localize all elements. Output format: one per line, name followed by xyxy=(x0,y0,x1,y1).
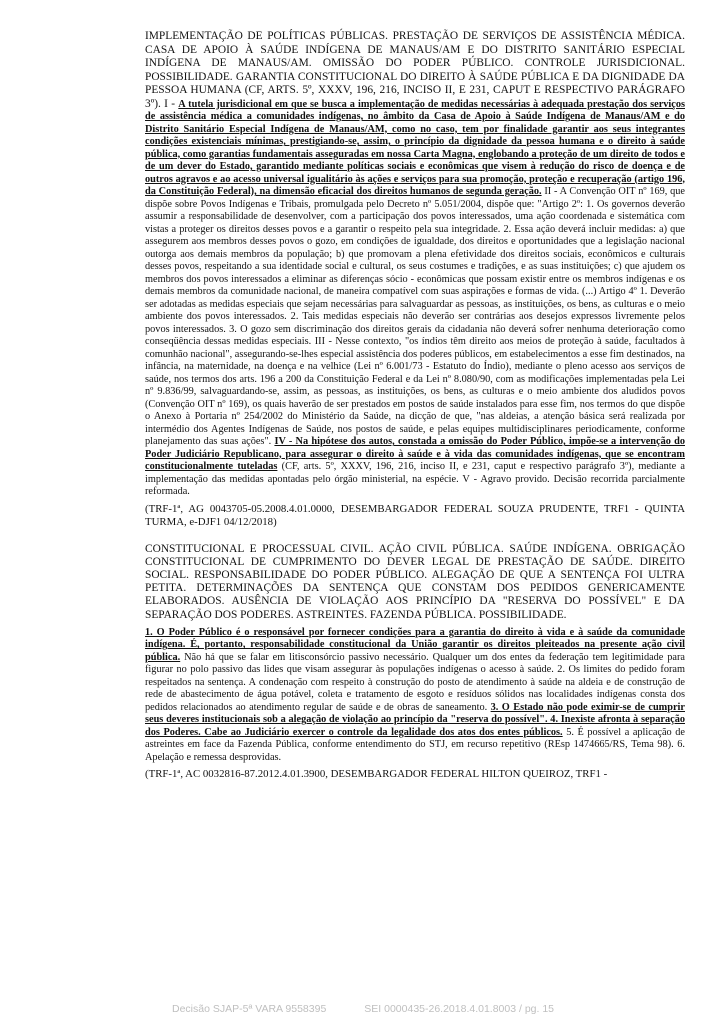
document-page xyxy=(145,30,685,781)
page-footer xyxy=(172,1003,554,1015)
precedent-2-body xyxy=(145,627,685,765)
precedent-1-body xyxy=(145,30,685,499)
precedent-1-headnote: IMPLEMENTAÇÃO DE POLÍTICAS PÚBLICAS. PRESTAÇÃO DE SERVIÇOS DE ASSISTÊNCIA MÉDICA. CASA DE APOIO À SAÚDE INDÍGENA DE MANAUS/AM E DO DISTRITO SANITÁRIO ESPECIAL INDÍGENA DE MANAUS/AM. OMISSÃO DO PODER PÚBLICO. CONTROLE JURISDICIONAL. POSSIBILIDADE. GARANTIA CONSTITUCIONAL DO DIREITO À SAÚDE PÚBLICA E DA DIGNIDADE DA PESSOA HUMANA (CF, ARTS. 5º, XXXV, 196, 216, INCISO II, E 231, CAPUT E RESPECTIVO PARÁGRAFO 3º). I - xyxy=(145,30,685,110)
precedent-1-citation: (TRF-1ª, AG 0043705-05.2008.4.01.0000, DESEMBARGADOR FEDERAL SOUZA PRUDENTE, TRF1 - QUINTA TURMA, e-DJF1 04/12/2018) xyxy=(145,502,685,528)
precedent-1-text-1: II - A Convenção OIT nº 169, que dispõe sobre Povos Indígenas e Tribais, promulgada pelo Decreto nº 5.051/2004, dispõe que: "Artigo 2º: 1. Os governos deverão assumir a responsabilidade de desenvolver, com a participação dos povos interessados, uma ação coordenada e sistemática com vistas a proteger os direitos desses povos e a garantir o respeito pela sua integridade. 2. Essa ação deverá incluir medidas: a) que assegurem aos membros desses povos o gozo, em condições de igualdade, dos direitos e oportunidades que a legislação nacional outorga aos demais membros da população; b) que promovam a plena efetividade dos direitos sociais, econômicos e culturais desses povos, respeitando a sua identidade social e cultural, os seus costumes e tradições, e as suas instituições; c) que ajudem os membros dos povos interessados a eliminar as diferenças sócio - econômicas que possam existir entre os membros indígenas e os demais membros da comunidade nacional, de maneira compatível com suas aspirações e formas de vida. (...) Artigo 4º 1. Deverão ser adotadas as medidas especiais que sejam necessárias para salvaguardar as pessoas, as instituições, os bens, as culturas e o meio ambiente dos povos interessados. 2. Tais medidas especiais não deverão ser contrárias aos desejos expressos livremente pelos povos interessados. 3. O gozo sem discriminação dos direitos gerais da cidadania não deverá sofrer nenhuma deterioração como conseqüência dessas medidas especiais. III - Nesse contexto, "os índios têm direito aos meios de proteção à saúde, facultados à comunhão nacional", assegurando-se-lhes especial assistência dos poderes públicos, em estabelecimentos a esse fim destinados, na infância, na maternidade, na doença e na velhice (Lei nº 6.001/73 - Estatuto do Índio), mediante o pleno acesso aos serviços de saúde, nos termos dos arts. 196 a 200 da Constituição Federal e da Lei nº 8.080/90, com as modificações implementadas pela Lei nº 9.836/99, salvaguardando-se, assim, as pessoas, as instituições, os bens, as culturas e o meio ambiente dos aludidos povos (Convenção OIT nº 169), os quais haverão de ser prestados em postos de saúde instalados para esse fim, nos termos do que dispõe o Anexo à Portaria nº 254/2002 do Ministério da Saúde, na dicção de que, "nas aldeias, a atenção básica será realizada por intermédio dos Agentes Indígenas de Saúde, nos postos de saúde, e pelas equipes multidisciplinares periodicamente, conforme planejamento das suas ações". xyxy=(145,186,685,447)
footer-sei-ref: SEI 0000435-26.2018.4.01.8003 / pg. 15 xyxy=(364,1003,555,1015)
precedent-1-emphasis-1: A tutela jurisdicional em que se busca a implementação de medidas necessárias à adequada prestação dos serviços de assistência médica a comunidades indígenas, no âmbito da Casa de Apoio à Saúde Indígena de Manaus/AM e do Distrito Sanitário Especial Indígena de Manaus/AM, como no caso, tem por finalidade garantir aos seus integrantes condições existenciais mínimas, prestigiando-se, assim, o princípio da dignidade da pessoa humana e o direito à saúde pública, como garantias fundamentais asseguradas em nossa Carta Magna, englobando a proteção de um direito de todos e de um dever do Estado, garantido mediante políticas sociais e econômicas que visem à redução do risco de doença e de outros agravos e ao acesso universal igualitário às ações e serviços para sua promoção, proteção e recuperação (artigo 196, da Constituição Federal), na dimensão eficacial dos direitos humanos de segunda geração. xyxy=(145,98,685,197)
precedent-2-text-1: Não há que se falar em litisconsórcio passivo necessário. Qualquer um dos entes da federação tem legitimidade para figurar no polo passivo das lides que visam assegurar às populações indígenas o acesso à saúde. 2. Os limites do pedido foram respeitados na sentença. A condenação com respeito à construção do posto de atendimento à saúde na aldeia e de construção de rede de abastecimento de água potável, coleta e tratamento de esgoto e resíduos sólidos nas localidades indígenas consta dos pedidos relacionados ao atendimento regular de saúde e de obras de saneamento. xyxy=(145,651,685,713)
precedent-2-emphasis-2: 3. O Estado não pode eximir-se de cumprir seus deveres institucionais sob a alegação de violação ao princípio da "reserva do possível". 4. Inexiste afronta à separação dos Poderes. Cabe ao Judiciário exercer o controle da legalidade dos atos dos entes públicos. xyxy=(145,701,685,738)
block-spacer xyxy=(145,529,685,543)
precedent-2-text-2: 5. É possível a aplicação de astreintes em face da Fazenda Pública, conforme entendimento do STJ, em recurso repetitivo (REsp 1474665/RS, Tema 98). 6. Apelação e remessa desprovidas. xyxy=(145,726,685,763)
precedent-1-text-2: (CF, arts. 5º, XXXV, 196, 216, inciso II, e 231, caput e respectivo parágrafo 3º), mediante a implementação das medidas apontadas pelo órgão ministerial, na espécie. V - Agravo provido. Decisão recorrida parcialmente reformada. xyxy=(145,461,685,497)
footer-decision-ref: Decisão SJAP-5ª VARA 9558395 xyxy=(172,1003,327,1015)
precedent-2-citation: (TRF-1ª, AC 0032816-87.2012.4.01.3900, DESEMBARGADOR FEDERAL HILTON QUEIROZ, TRF1 - xyxy=(145,768,608,781)
precedent-2-emphasis-1: 1. O Poder Público é o responsável por fornecer condições para a garantia do direito à vida e à saúde da comunidade indígena. É, portanto, responsabilidade constitucional da União garantir os direitos pleiteados na presente ação civil pública. xyxy=(145,626,685,663)
precedent-2-headnote: CONSTITUCIONAL E PROCESSUAL CIVIL. AÇÃO CIVIL PÚBLICA. SAÚDE INDÍGENA. OBRIGAÇÃO CONSTITUCIONAL DE CUMPRIMENTO DO DEVER LEGAL DE PRESTAÇÃO DE SAÚDE. DIREITO SOCIAL. RESPONSABILIDADE DO PODER PÚBLICO. ALEGAÇÃO DE QUE A SENTENÇA FOI ULTRA PETITA. DETERMINAÇÕES DA SENTENÇA QUE CONSTAM DOS PEDIDOS GENERICAMENTE ELABORADOS. AUSÊNCIA DE VIOLAÇÃO AOS PRINCÍPIO DA "RESERVA DO POSSÍVEL" E DA SEPARAÇÃO DOS PODERES. ASTREINTES. FAZENDA PÚBLICA. POSSIBILIDADE. xyxy=(145,542,685,621)
precedent-block-2 xyxy=(145,543,685,782)
precedent-block-1 xyxy=(145,30,685,529)
precedent-1-emphasis-2: IV - Na hipótese dos autos, constada a omissão do Poder Público, impõe-se a intervenção do Poder Judiciário Republicano, para assegurar o direito à saúde e à vida das comunidades indígenas, que se encontram constitucionalmente tuteladas xyxy=(145,436,685,472)
